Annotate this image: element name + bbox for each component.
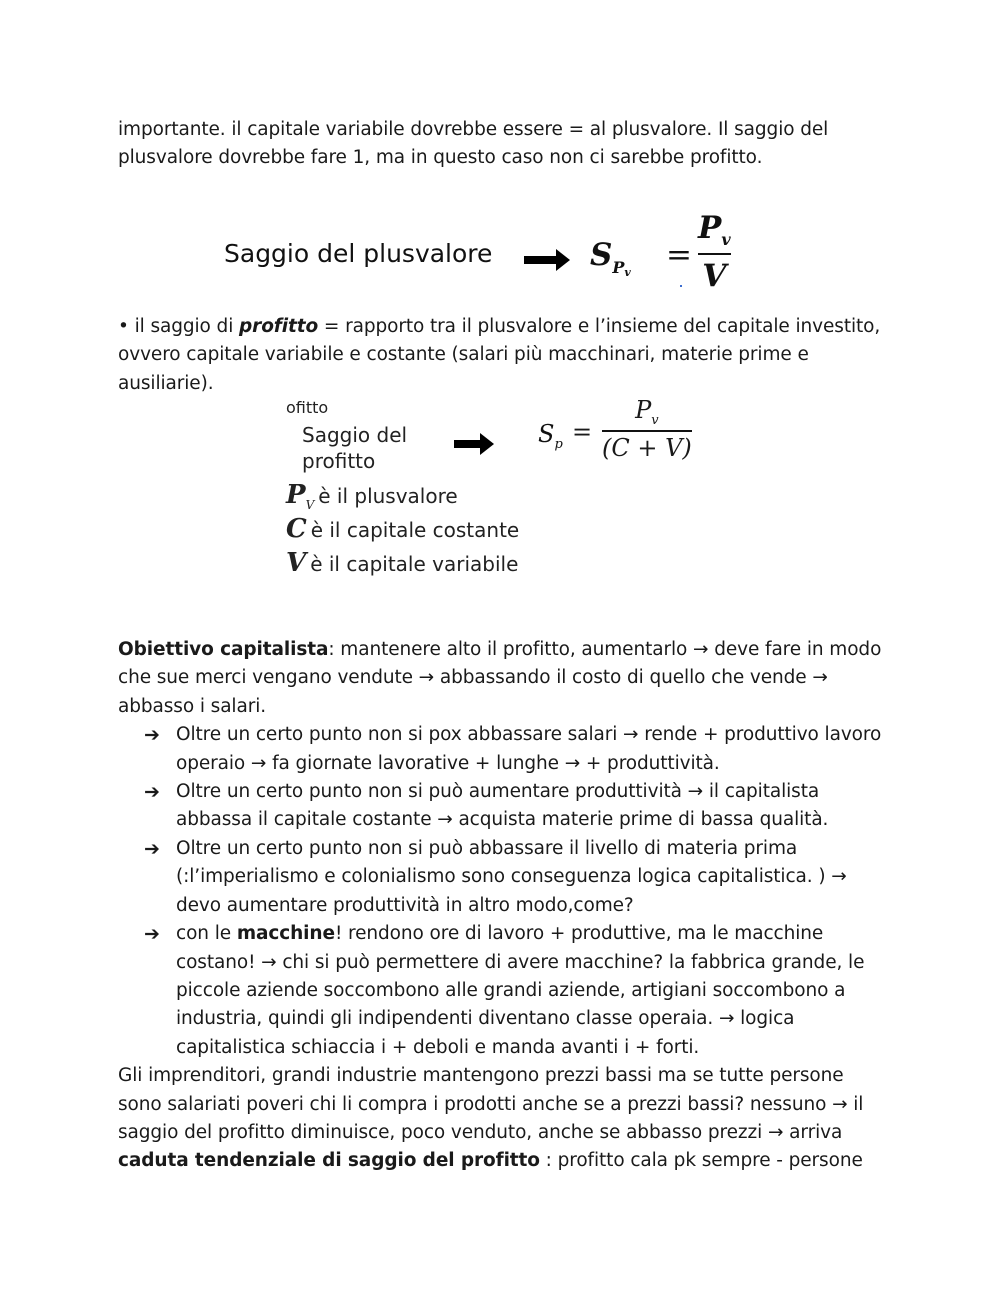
intro-paragraph: importante. il capitale variabile dovrebbe essere = al plusvalore. Il saggio del plusvalore dovrebbe fare 1, ma in questo caso non ci sarebbe profitto.: [118, 119, 829, 169]
right-arrow-icon: [524, 249, 570, 271]
formula-label: Saggio del profitto: [302, 423, 408, 474]
arrow-bullet-icon: ➔: [144, 837, 160, 860]
list-item: ➔ con le macchine! rendono ore di lavoro + produttive, ma le macchine costano! → chi si può permettere di avere macchine? la fabbrica grande, le piccole aziende soccombono alle grandi aziende, artigiani soccombono a industria, quindi gli indipendenti diventano classe operaia. → logica capitalistica schiaccia i + deboli e manda avanti i + forti.: [176, 920, 888, 1062]
arrow-bullet-icon: ➔: [144, 724, 160, 747]
arrow-bullet-icon: ➔: [144, 923, 160, 946]
list-item: ➔ Oltre un certo punto non si pox abbassare salari → rende + produttivo lavoro operaio → fa giornate lavorative + lunghe → + produttività.: [176, 721, 888, 778]
document-page: [118, 116, 888, 1176]
formula-lhs: $S_{P_v}$: [590, 236, 631, 279]
obiettivo-paragraph: Obiettivo capitalista: mantenere alto il profitto, aumentarlo → deve fare in modo che sue merci vengano vendute → abbassando il costo di quello che vende → abbasso i salari.: [118, 639, 882, 717]
arrow-list: [118, 721, 888, 1062]
right-arrow-icon: [454, 434, 494, 454]
cropped-heading: ofitto: [286, 398, 329, 418]
formula-label: Saggio del plusvalore: [224, 238, 493, 268]
equals-sign: =: [572, 418, 593, 447]
equals-sign: =: [666, 236, 692, 273]
obiettivo-heading: Obiettivo capitalista: [118, 639, 329, 661]
profitto-paragraph: • il saggio di profitto = rapporto tra il plusvalore e l’insieme del capitale investito, ovvero capitale variabile e costante (salari più macchinari, materie prime e ausiliarie).: [118, 315, 881, 394]
legend-item-costante: C è il capitale costante: [286, 514, 520, 545]
formula-fraction: $P_v$ V: [698, 209, 731, 294]
arrow-bullet-icon: ➔: [144, 781, 160, 804]
caduta-emphasis: caduta tendenziale di saggio del profitto: [118, 1150, 540, 1172]
legend-item-variabile: V è il capitale variabile: [286, 548, 519, 579]
formula-saggio-profitto: [286, 398, 726, 610]
formula-lhs: $S_p$: [538, 420, 563, 452]
list-item: ➔ Oltre un certo punto non si può aumentare produttività → il capitalista abbassa il capitale costante → acquista materie prime di bassa qualità.: [176, 778, 888, 835]
formula-fraction: $P_v$ (C + V): [602, 396, 692, 462]
closing-paragraph: Gli imprenditori, grandi industrie mantengono prezzi bassi ma se tutte persone sono salariati poveri chi li compra i prodotti anche se a prezzi bassi? nessuno → il saggio del profitto diminuisce, poco venduto, anche se abbasso prezzi → arriva caduta tendenziale di saggio del profitto : profitto cala pk sempre - persone: [118, 1065, 864, 1172]
list-item: ➔ Oltre un certo punto non si può abbassare il livello di materia prima (:l’imperialismo e colonialismo sono conseguenza logica capitalistica. ) → devo aumentare produttività in altro modo,come?: [176, 835, 888, 920]
profitto-emphasis: profitto: [239, 315, 319, 337]
formula-saggio-plusvalore: [224, 209, 784, 313]
macchine-emphasis: macchine: [236, 923, 335, 945]
legend-item-plusvalore: $P_V$ è il plusvalore: [286, 480, 458, 513]
